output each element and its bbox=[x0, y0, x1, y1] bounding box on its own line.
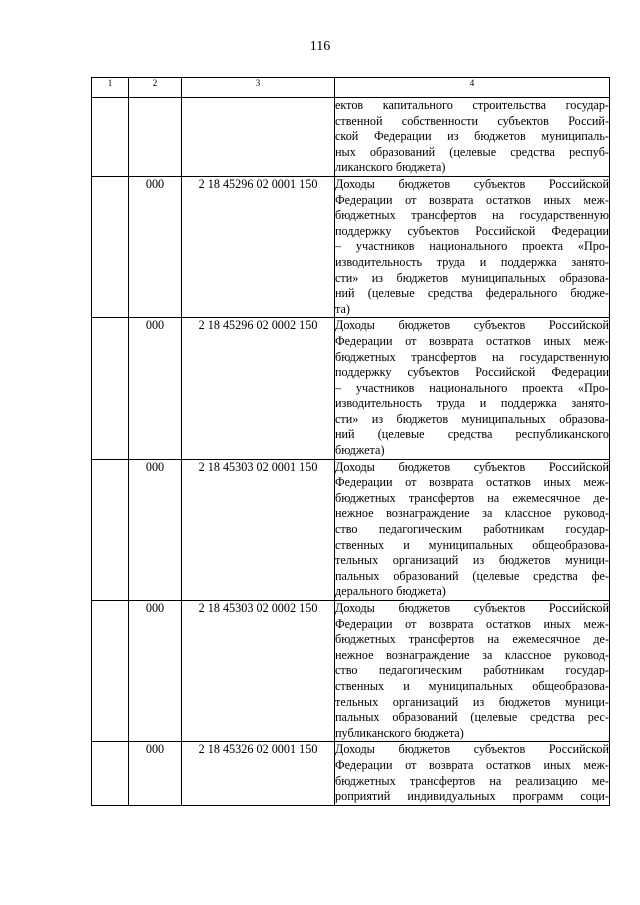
cell-admin-code bbox=[129, 98, 182, 177]
cell-description bbox=[335, 459, 610, 600]
table-header-row bbox=[92, 78, 610, 98]
description-line: – участников национального проекта «Про- bbox=[335, 239, 609, 254]
cell-description bbox=[335, 601, 610, 742]
description-line: бюджета) bbox=[335, 443, 385, 458]
description-line: бюджетных трансфертов на государственную bbox=[335, 208, 609, 223]
cell-budget-code bbox=[182, 98, 335, 177]
cell-budget-code: 2 18 45303 02 0002 150 bbox=[182, 601, 335, 742]
description-line: Федерации от возврата остатков иных меж- bbox=[335, 192, 609, 207]
description-line: та) bbox=[335, 301, 350, 316]
header-col-2: 2 bbox=[129, 78, 182, 98]
cell-budget-code: 2 18 45303 02 0001 150 bbox=[182, 459, 335, 600]
header-col-1: 1 bbox=[92, 78, 129, 98]
description-line: сти» из бюджетов муниципальных образова- bbox=[335, 411, 609, 426]
description-line: Федерации от возврата остатков иных меж- bbox=[335, 475, 609, 490]
table-row bbox=[92, 601, 610, 742]
cell-admin-code: 000 bbox=[129, 176, 182, 317]
cell-col-1 bbox=[92, 742, 129, 805]
description-line: пальных образований (целевые средства фе- bbox=[335, 568, 609, 583]
cell-col-1 bbox=[92, 459, 129, 600]
description-line: – участников национального проекта «Про- bbox=[335, 380, 609, 395]
description-line: роприятий индивидуальных программ соци- bbox=[335, 789, 609, 804]
description-line: изводительность труда и поддержка занято- bbox=[335, 254, 609, 269]
table-row bbox=[92, 459, 610, 600]
cell-admin-code: 000 bbox=[129, 459, 182, 600]
description-line: поддержку субъектов Российской Федерации bbox=[335, 365, 609, 380]
description-line: Доходы бюджетов субъектов Российской bbox=[335, 176, 609, 191]
description-line: Доходы бюджетов субъектов Российской bbox=[335, 318, 609, 333]
cell-description bbox=[335, 176, 610, 317]
cell-col-1 bbox=[92, 601, 129, 742]
description-line: Федерации от возврата остатков иных меж- bbox=[335, 757, 609, 772]
cell-budget-code: 2 18 45296 02 0001 150 bbox=[182, 176, 335, 317]
description-line: тельных организаций из бюджетов муници- bbox=[335, 694, 609, 709]
description-line: Доходы бюджетов субъектов Российской bbox=[335, 601, 609, 615]
description-line: ственных и муниципальных общеобразова- bbox=[335, 537, 609, 552]
cell-col-1 bbox=[92, 318, 129, 459]
description-line: дерального бюджета) bbox=[335, 584, 446, 599]
budget-classification-table bbox=[91, 77, 610, 806]
cell-description bbox=[335, 98, 610, 177]
header-col-3: 3 bbox=[182, 78, 335, 98]
description-line: изводительность труда и поддержка занято- bbox=[335, 396, 609, 411]
description-line: ственных и муниципальных общеобразова- bbox=[335, 678, 609, 693]
cell-admin-code: 000 bbox=[129, 318, 182, 459]
description-line: ектов капитального строительства государ- bbox=[335, 98, 609, 112]
cell-budget-code: 2 18 45296 02 0002 150 bbox=[182, 318, 335, 459]
description-line: Доходы бюджетов субъектов Российской bbox=[335, 459, 609, 474]
description-line: сти» из бюджетов муниципальных образова- bbox=[335, 270, 609, 285]
header-col-4: 4 bbox=[335, 78, 610, 98]
cell-col-1 bbox=[92, 98, 129, 177]
table-row bbox=[92, 318, 610, 459]
description-line: нежное вознаграждение за классное руковод- bbox=[335, 647, 609, 662]
table-row bbox=[92, 176, 610, 317]
table-row bbox=[92, 98, 610, 177]
description-line: бюджетных трансфертов на государственную bbox=[335, 349, 609, 364]
description-line: бюджетных трансфертов на реализацию ме- bbox=[335, 773, 609, 788]
cell-description bbox=[335, 318, 610, 459]
cell-admin-code: 000 bbox=[129, 742, 182, 805]
description-line: ний (целевые средства республиканского bbox=[335, 427, 609, 442]
table-row bbox=[92, 742, 610, 805]
description-line: Доходы бюджетов субъектов Российской bbox=[335, 742, 609, 757]
description-line: ликанского бюджета) bbox=[335, 160, 446, 175]
description-line: бюджетных трансфертов на ежемесячное де- bbox=[335, 632, 609, 647]
page-number: 116 bbox=[309, 39, 331, 54]
description-line: ственной собственности субъектов Россий- bbox=[335, 113, 609, 128]
cell-description bbox=[335, 742, 610, 805]
description-line: ской Федерации из бюджетов муниципаль- bbox=[335, 129, 609, 144]
description-line: ных образований (целевые средства респуб- bbox=[335, 144, 609, 159]
description-line: ство педагогическим работникам государ- bbox=[335, 522, 609, 537]
description-line: Федерации от возврата остатков иных меж- bbox=[335, 616, 609, 631]
description-line: ний (целевые средства федерального бюдже- bbox=[335, 286, 609, 301]
description-line: тельных организаций из бюджетов муници- bbox=[335, 553, 609, 568]
description-line: Федерации от возврата остатков иных меж- bbox=[335, 333, 609, 348]
cell-budget-code: 2 18 45326 02 0001 150 bbox=[182, 742, 335, 805]
description-line: бюджетных трансфертов на ежемесячное де- bbox=[335, 490, 609, 505]
cell-col-1 bbox=[92, 176, 129, 317]
description-line: поддержку субъектов Российской Федерации bbox=[335, 223, 609, 238]
description-line: пальных образований (целевые средства рес- bbox=[335, 710, 609, 725]
description-line: ство педагогическим работникам государ- bbox=[335, 663, 609, 678]
cell-admin-code: 000 bbox=[129, 601, 182, 742]
description-line: нежное вознаграждение за классное руковод- bbox=[335, 506, 609, 521]
description-line: публиканского бюджета) bbox=[335, 725, 464, 740]
